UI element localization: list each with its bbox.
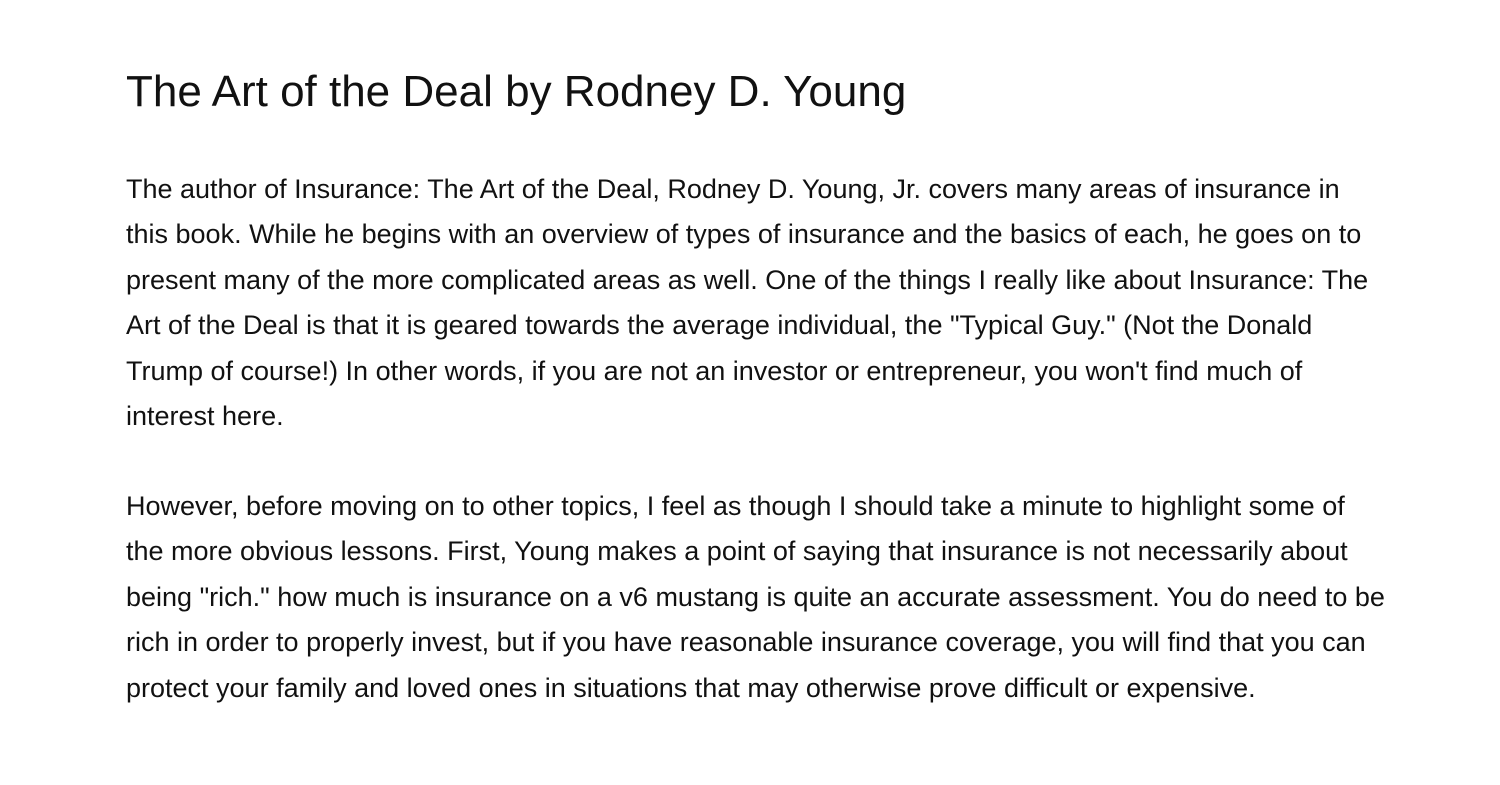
article-paragraph-2: However, before moving on to other topics, I feel as though I should take a minute to highlight some of the more obvious lessons. First, Young makes a point of saying that insurance is not necessarily about being "rich." how much is insurance on a v6 mustang is quite an accurate assessment. You do need to be rich in order to properly invest, but if you have reasonable insurance coverage, you will find that you can protect your family and loved ones in situations that may otherwise prove difficult or expensive. [126,491,1385,703]
article-paragraph-1: The author of Insurance: The Art of the Deal, Rodney D. Young, Jr. covers many areas of insurance in this book. While he begins with an overview of types of insurance and the basics of each, he goes on to present many of the more complicated areas as well. One of the things I really like about Insurance: The Art of the Deal is that it is geared towards the average individual, the "Typical Guy." (Not the Donald Trump of course!) In other words, if you are not an investor or entrepreneur, you won't find much of interest here. [126,174,1369,432]
page-title: The Art of the Deal by Rodney D. Young [126,67,907,116]
